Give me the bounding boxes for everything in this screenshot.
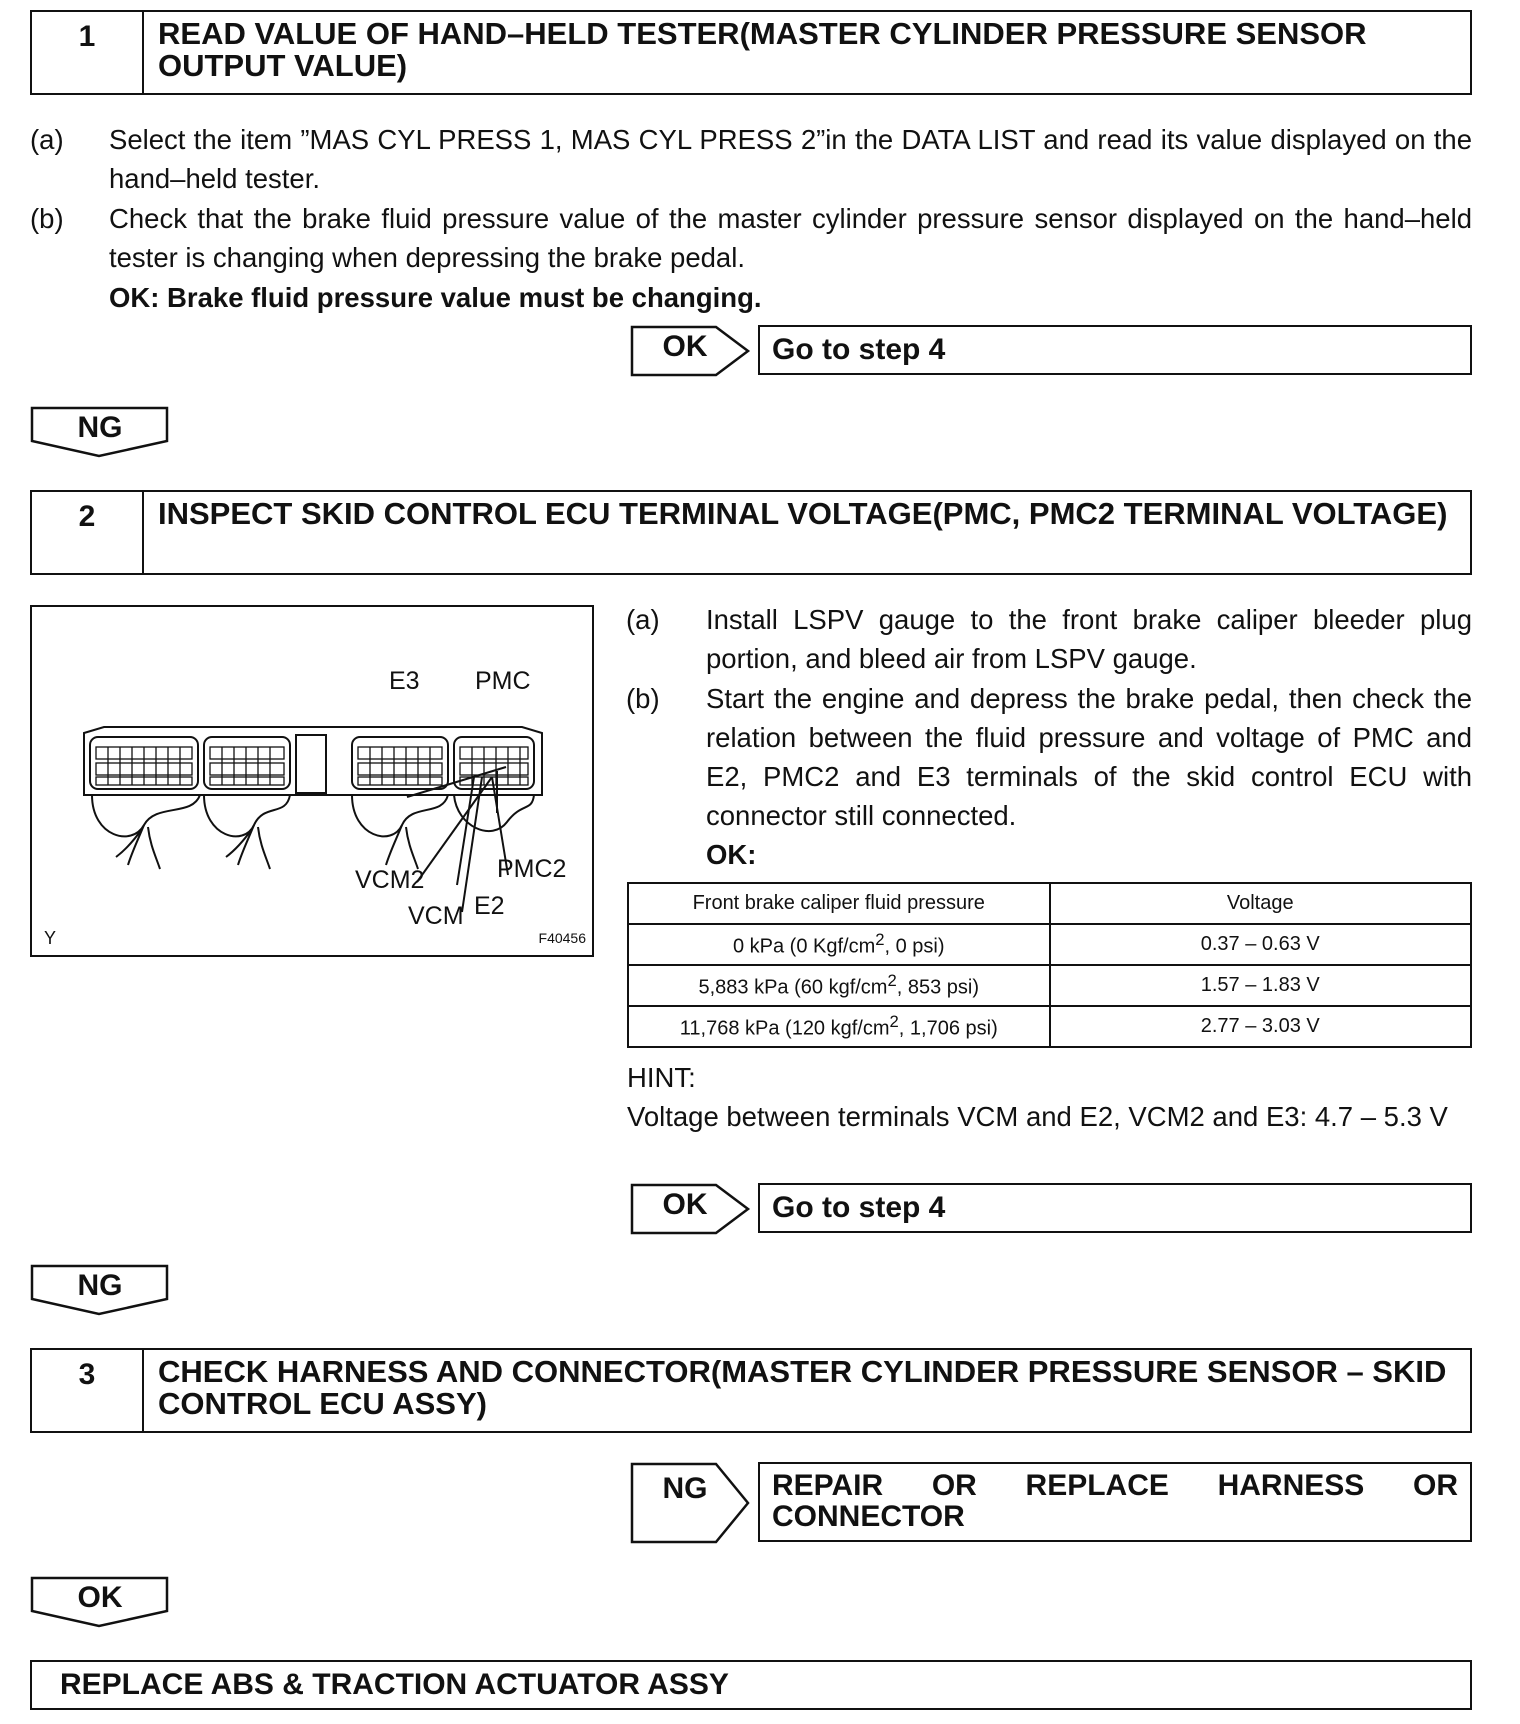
terminal-label-e2: E2 xyxy=(474,892,505,920)
pressure-value-alt: , 1,706 psi) xyxy=(898,1017,998,1040)
step-number: 1 xyxy=(32,12,144,93)
table-header-row xyxy=(628,883,1471,924)
item-label: (a) xyxy=(626,604,660,635)
item-label: (b) xyxy=(626,683,660,714)
terminal-label-pmc: PMC xyxy=(475,667,531,695)
final-action-box: REPLACE ABS & TRACTION ACTUATOR ASSY xyxy=(30,1660,1472,1710)
ng-tab-label: NG xyxy=(77,1269,123,1302)
result-repair-replace: REPAIR OR REPLACE HARNESS OR CONNECTOR xyxy=(758,1462,1472,1542)
table-row xyxy=(628,965,1471,1006)
ecu-connector-drawing xyxy=(32,607,592,955)
pressure-value-alt: , 853 psi) xyxy=(896,976,979,999)
item-text: Install LSPV gauge to the front brake caliper bleeder plug portion, and bleed air from LSPV gauge. xyxy=(706,604,1472,674)
voltage-cell: 1.57 – 1.83 V xyxy=(1050,965,1472,1006)
pressure-value: 5,883 kPa (60 kgf/cm xyxy=(698,976,888,999)
ok-tab-label: OK xyxy=(77,1581,123,1614)
column-header: Front brake caliper fluid pressure xyxy=(628,883,1050,924)
terminal-label-vcm2: VCM2 xyxy=(355,866,425,894)
step-title: INSPECT SKID CONTROL ECU TERMINAL VOLTAGE(PMC, PMC2 TERMINAL VOLTAGE) xyxy=(158,496,1448,531)
diagram-corner-mark: Y xyxy=(44,928,57,948)
pressure-voltage-table xyxy=(627,882,1472,1048)
unit-exponent: 2 xyxy=(887,971,897,991)
pressure-cell xyxy=(628,1006,1050,1047)
ok-criteria: OK: Brake fluid pressure value must be changing. xyxy=(109,282,762,313)
pressure-value: 0 kPa (0 Kgf/cm xyxy=(732,935,876,958)
ng-tag-label: NG xyxy=(662,1472,708,1505)
step-1-header xyxy=(30,10,1472,95)
item-text: Check that the brake fluid pressure value of the master cylinder pressure sensor displayed on the hand–held tester is changing when depressing the brake pedal. xyxy=(109,203,1472,273)
item-label: (a) xyxy=(30,124,64,155)
step-3-header xyxy=(30,1348,1472,1433)
column-header: Voltage xyxy=(1050,883,1472,924)
item-text: Start the engine and depress the brake pedal, then check the relation between the fluid pressure and voltage of PMC and E2, PMC2 and E3 terminals of the skid control ECU with connector still connected. xyxy=(706,683,1472,831)
pressure-cell xyxy=(628,924,1050,965)
step-title: READ VALUE OF HAND–HELD TESTER(MASTER CYLINDER PRESSURE SENSOR OUTPUT VALUE) xyxy=(158,16,1367,83)
unit-exponent: 2 xyxy=(889,1012,899,1032)
terminal-label-pmc2: PMC2 xyxy=(497,855,567,883)
voltage-cell: 2.77 – 3.03 V xyxy=(1050,1006,1472,1047)
unit-exponent: 2 xyxy=(875,930,885,950)
ok-tag-label: OK xyxy=(662,1188,708,1221)
step-title: CHECK HARNESS AND CONNECTOR(MASTER CYLINDER PRESSURE SENSOR – SKID CONTROL ECU ASSY) xyxy=(158,1354,1447,1421)
step-number: 2 xyxy=(32,492,144,573)
item-label: (b) xyxy=(30,203,64,234)
ok-tag-label: OK xyxy=(662,330,708,363)
ecu-connector-diagram xyxy=(30,605,594,957)
terminal-label-vcm: VCM xyxy=(408,902,464,930)
table-row xyxy=(628,924,1471,965)
hint-text: Voltage between terminals VCM and E2, VCM2 and E3: 4.7 – 5.3 V xyxy=(627,1101,1448,1132)
pressure-value: 11,768 kPa (120 kgf/cm xyxy=(679,1017,890,1040)
step-number: 3 xyxy=(32,1350,144,1431)
pressure-cell xyxy=(628,965,1050,1006)
ng-tab-label: NG xyxy=(77,411,123,444)
item-text: Select the item ”MAS CYL PRESS 1, MAS CYL PRESS 2”in the DATA LIST and read its value displayed on the hand–held tester. xyxy=(109,124,1472,194)
terminal-label-e3: E3 xyxy=(389,667,420,695)
result-go-to-step: Go to step 4 xyxy=(758,1183,1472,1233)
pressure-value-alt: , 0 psi) xyxy=(884,935,945,958)
table-row xyxy=(628,1006,1471,1047)
step-2-header xyxy=(30,490,1472,575)
ok-heading: OK: xyxy=(706,839,757,870)
figure-id: F40456 xyxy=(538,930,586,946)
hint-label: HINT: xyxy=(627,1062,696,1093)
result-go-to-step: Go to step 4 xyxy=(758,325,1472,375)
voltage-cell: 0.37 – 0.63 V xyxy=(1050,924,1472,965)
